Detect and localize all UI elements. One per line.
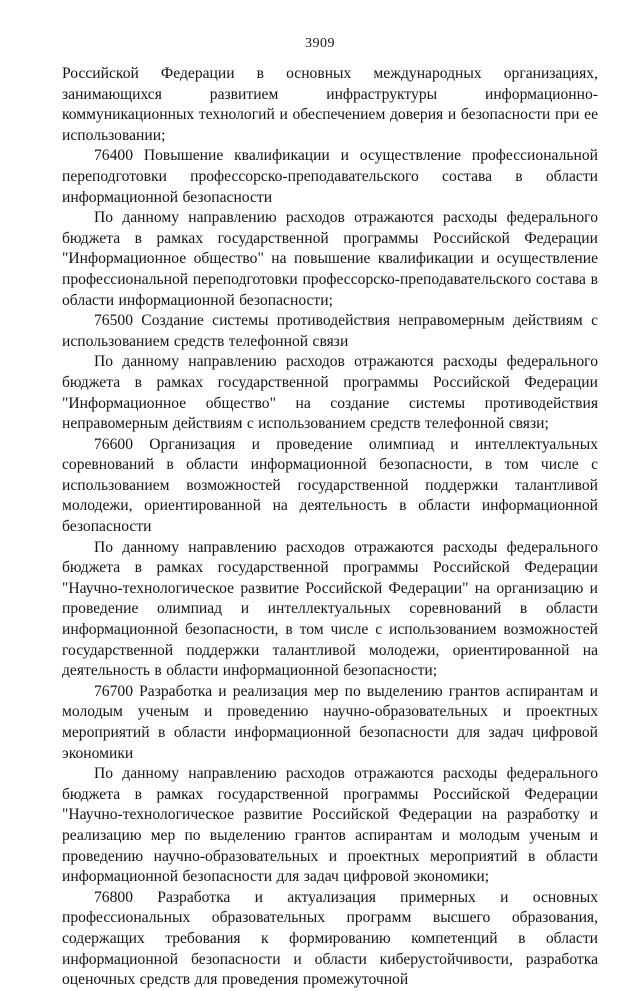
document-body	[62, 64, 598, 991]
page-number: 3909	[305, 36, 335, 51]
section-heading-76600: 76600 Организация и проведение олимпиад и интеллектуальных соревнований в области информационной безопасности, в том числе с использованием возможностей государственной поддержки талантливой молодежи, ориентированной на деятельность в области информационной безопасности	[62, 435, 598, 536]
paragraph: Российской Федерации в основных международных организациях, занимающихся развитием инфраструктуры информационно-коммуникационных технологий и обеспечением доверия и безопасности при ее использовании;	[62, 65, 598, 144]
section-heading-76400: 76400 Повышение квалификации и осуществление профессиональной переподготовки профессорско-преподавательского состава в области информационной безопасности	[62, 147, 598, 206]
paragraph: По данному направлению расходов отражаются расходы федерального бюджета в рамках государственной программы Российской Федерации "Научно-технологическое развитие Российской Федерации на разработку и реализацию мер по выделению грантов аспирантам и молодым ученым и проведению научно-образовательных и проектных мероприятий в области информационной безопасности для задач цифровой экономики;	[62, 765, 598, 886]
paragraph: По данному направлению расходов отражаются расходы федерального бюджета в рамках государственной программы Российской Федерации "Научно-технологическое развитие Российской Федерации" на организацию и проведение олимпиад и интеллектуальных соревнований в области информационной безопасности, в том числе с использованием возможностей государственной поддержки талантливой молодежи, ориентированной на деятельность в области информационной безопасности;	[62, 538, 598, 680]
section-heading-76500: 76500 Создание системы противодействия неправомерным действиям с использованием средств телефонной связи	[62, 312, 598, 350]
paragraph: По данному направлению расходов отражаются расходы федерального бюджета в рамках государственной программы Российской Федерации "Информационное общество" на повышение квалификации и осуществление профессиональной переподготовки профессорско-преподавательского состава в области информационной безопасности;	[62, 209, 598, 309]
paragraph: По данному направлению расходов отражаются расходы федерального бюджета в рамках государственной программы Российской Федерации "Информационное общество" на создание системы противодействия неправомерным действиям с использованием средств телефонной связи;	[62, 353, 598, 433]
section-heading-76800: 76800 Разработка и актуализация примерных и основных профессиональных образовательных программ высшего образования, содержащих требования к формированию компетенций в области информационной безопасности и области киберустойчивости, разработка оценочных средств для проведения промежуточной	[62, 888, 598, 989]
section-heading-76700: 76700 Разработка и реализация мер по выделению грантов аспирантам и молодым ученым и проведению научно-образовательных и проектных мероприятий в области информационной безопасности для задач цифровой экономики	[62, 682, 598, 762]
